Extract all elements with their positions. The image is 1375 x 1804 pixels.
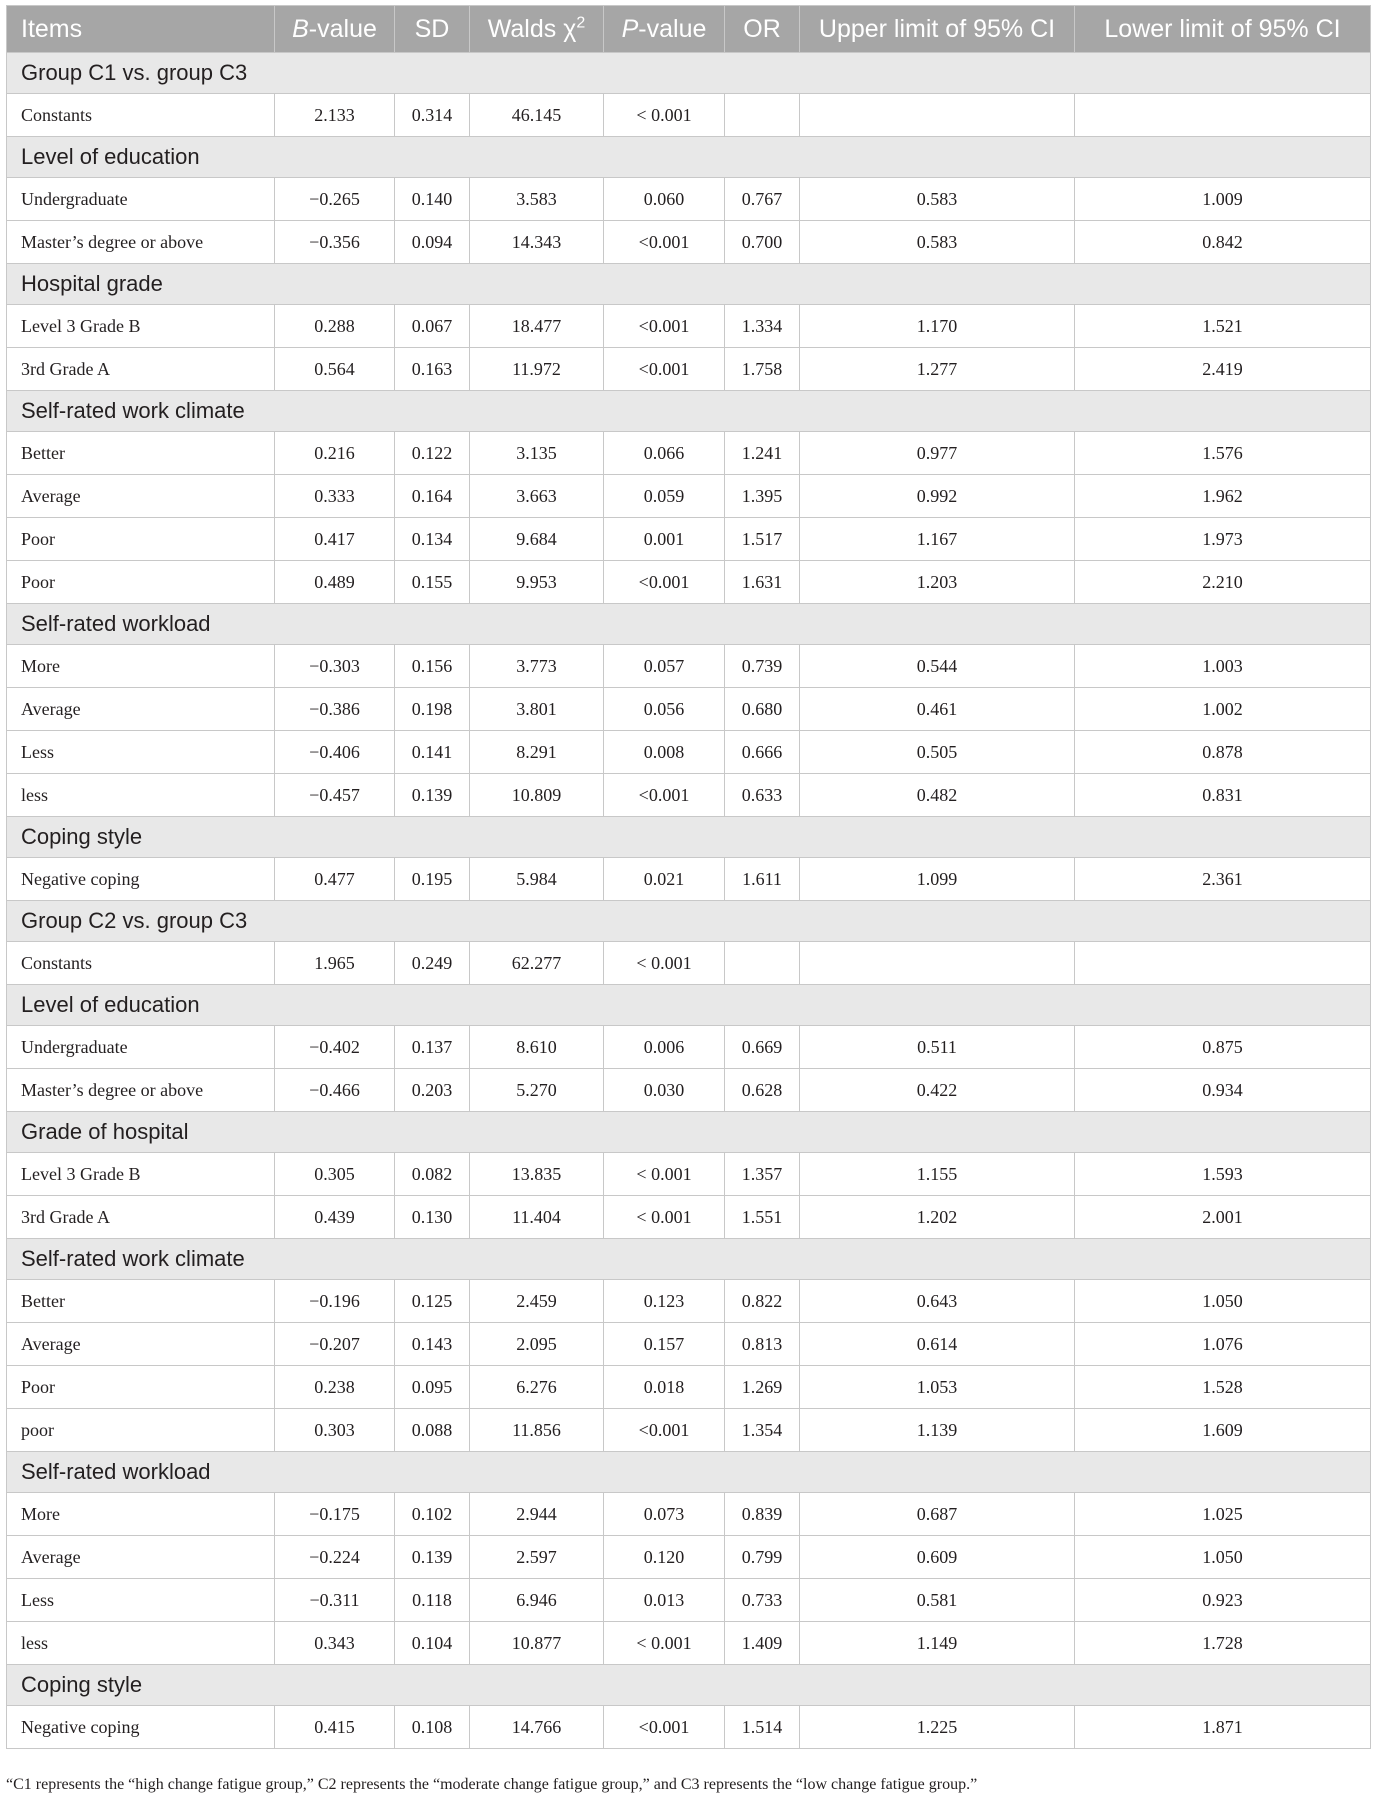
cell-sd: 0.102	[395, 1493, 470, 1536]
section-row	[7, 1452, 1371, 1493]
table-row	[7, 1069, 1371, 1112]
cell-lower-ci: 2.361	[1075, 858, 1371, 901]
cell-upper-ci: 0.544	[800, 645, 1075, 688]
table-row	[7, 1409, 1371, 1452]
cell-p-value: 0.030	[604, 1069, 725, 1112]
cell-b-value: 0.415	[275, 1706, 395, 1749]
cell-item: less	[7, 1622, 275, 1665]
cell-walds: 11.404	[470, 1196, 604, 1239]
section-label: Hospital grade	[7, 264, 1371, 305]
cell-b-value: −0.311	[275, 1579, 395, 1622]
cell-lower-ci: 1.728	[1075, 1622, 1371, 1665]
section-row	[7, 901, 1371, 942]
cell-lower-ci: 0.842	[1075, 221, 1371, 264]
cell-walds: 3.801	[470, 688, 604, 731]
cell-item: Better	[7, 1280, 275, 1323]
cell-walds: 46.145	[470, 94, 604, 137]
cell-b-value: 0.216	[275, 432, 395, 475]
cell-upper-ci: 1.277	[800, 348, 1075, 391]
section-row	[7, 137, 1371, 178]
section-label: Self-rated workload	[7, 604, 1371, 645]
cell-b-value: −0.175	[275, 1493, 395, 1536]
table-row	[7, 221, 1371, 264]
cell-p-value: <0.001	[604, 305, 725, 348]
cell-lower-ci: 0.831	[1075, 774, 1371, 817]
section-row	[7, 264, 1371, 305]
cell-sd: 0.082	[395, 1153, 470, 1196]
cell-upper-ci: 0.992	[800, 475, 1075, 518]
section-row	[7, 53, 1371, 94]
cell-item: More	[7, 1493, 275, 1536]
cell-b-value: −0.303	[275, 645, 395, 688]
cell-upper-ci: 0.511	[800, 1026, 1075, 1069]
cell-walds: 11.856	[470, 1409, 604, 1452]
regression-table	[6, 5, 1371, 1749]
cell-lower-ci: 2.001	[1075, 1196, 1371, 1239]
table-row	[7, 942, 1371, 985]
section-label: Self-rated work climate	[7, 1239, 1371, 1280]
table-row	[7, 305, 1371, 348]
cell-b-value: −0.356	[275, 221, 395, 264]
cell-walds: 11.972	[470, 348, 604, 391]
cell-item: Poor	[7, 561, 275, 604]
section-label: Self-rated work climate	[7, 391, 1371, 432]
cell-p-value: < 0.001	[604, 1196, 725, 1239]
cell-walds: 3.773	[470, 645, 604, 688]
cell-walds: 3.663	[470, 475, 604, 518]
section-label: Grade of hospital	[7, 1112, 1371, 1153]
cell-upper-ci: 0.614	[800, 1323, 1075, 1366]
table-row	[7, 1706, 1371, 1749]
cell-walds: 5.984	[470, 858, 604, 901]
cell-or	[725, 94, 800, 137]
cell-sd: 0.125	[395, 1280, 470, 1323]
cell-lower-ci: 0.875	[1075, 1026, 1371, 1069]
cell-p-value: 0.021	[604, 858, 725, 901]
cell-b-value: 0.288	[275, 305, 395, 348]
cell-sd: 0.249	[395, 942, 470, 985]
cell-upper-ci: 1.170	[800, 305, 1075, 348]
cell-walds: 14.766	[470, 1706, 604, 1749]
cell-p-value: 0.123	[604, 1280, 725, 1323]
cell-sd: 0.088	[395, 1409, 470, 1452]
section-label: Level of education	[7, 137, 1371, 178]
cell-upper-ci: 1.167	[800, 518, 1075, 561]
cell-b-value: −0.386	[275, 688, 395, 731]
cell-upper-ci: 0.461	[800, 688, 1075, 731]
cell-item: Poor	[7, 518, 275, 561]
cell-lower-ci: 1.962	[1075, 475, 1371, 518]
table-row	[7, 1323, 1371, 1366]
header-lower-ci: Lower limit of 95% CI	[1075, 6, 1371, 53]
cell-walds: 62.277	[470, 942, 604, 985]
cell-upper-ci: 0.583	[800, 178, 1075, 221]
cell-walds: 2.459	[470, 1280, 604, 1323]
cell-p-value: <0.001	[604, 221, 725, 264]
cell-item: 3rd Grade A	[7, 1196, 275, 1239]
cell-walds: 6.946	[470, 1579, 604, 1622]
cell-b-value: 1.965	[275, 942, 395, 985]
cell-b-value: −0.196	[275, 1280, 395, 1323]
cell-upper-ci: 1.053	[800, 1366, 1075, 1409]
cell-item: Level 3 Grade B	[7, 305, 275, 348]
header-sd: SD	[395, 6, 470, 53]
table-row	[7, 731, 1371, 774]
cell-item: Undergraduate	[7, 178, 275, 221]
cell-b-value: −0.265	[275, 178, 395, 221]
cell-p-value: <0.001	[604, 1409, 725, 1452]
cell-b-value: −0.402	[275, 1026, 395, 1069]
cell-walds: 14.343	[470, 221, 604, 264]
cell-upper-ci: 1.203	[800, 561, 1075, 604]
cell-or: 1.611	[725, 858, 800, 901]
cell-sd: 0.163	[395, 348, 470, 391]
cell-sd: 0.095	[395, 1366, 470, 1409]
table-row	[7, 348, 1371, 391]
cell-lower-ci: 2.419	[1075, 348, 1371, 391]
cell-b-value: 0.333	[275, 475, 395, 518]
table-row	[7, 858, 1371, 901]
header-b-value	[275, 6, 395, 53]
cell-walds: 3.135	[470, 432, 604, 475]
cell-p-value: <0.001	[604, 348, 725, 391]
cell-p-value: 0.120	[604, 1536, 725, 1579]
cell-or: 0.822	[725, 1280, 800, 1323]
cell-sd: 0.130	[395, 1196, 470, 1239]
cell-sd: 0.104	[395, 1622, 470, 1665]
cell-b-value: 0.343	[275, 1622, 395, 1665]
cell-lower-ci: 1.050	[1075, 1280, 1371, 1323]
header-walds-sup: 2	[576, 14, 586, 32]
cell-walds: 6.276	[470, 1366, 604, 1409]
cell-item: Negative coping	[7, 858, 275, 901]
section-row	[7, 1112, 1371, 1153]
header-or: OR	[725, 6, 800, 53]
cell-lower-ci	[1075, 94, 1371, 137]
cell-sd: 0.143	[395, 1323, 470, 1366]
table-row	[7, 1153, 1371, 1196]
section-label: Self-rated workload	[7, 1452, 1371, 1493]
cell-upper-ci: 1.202	[800, 1196, 1075, 1239]
cell-upper-ci: 0.581	[800, 1579, 1075, 1622]
section-label: Coping style	[7, 817, 1371, 858]
table-row	[7, 1280, 1371, 1323]
cell-lower-ci: 0.923	[1075, 1579, 1371, 1622]
cell-p-value: <0.001	[604, 774, 725, 817]
section-label: Group C1 vs. group C3	[7, 53, 1371, 94]
cell-walds: 8.291	[470, 731, 604, 774]
cell-sd: 0.137	[395, 1026, 470, 1069]
cell-upper-ci: 0.643	[800, 1280, 1075, 1323]
cell-or	[725, 942, 800, 985]
cell-or: 0.767	[725, 178, 800, 221]
table-row	[7, 178, 1371, 221]
cell-sd: 0.139	[395, 774, 470, 817]
table-row	[7, 1536, 1371, 1579]
cell-or: 1.357	[725, 1153, 800, 1196]
cell-p-value: 0.056	[604, 688, 725, 731]
cell-upper-ci: 0.505	[800, 731, 1075, 774]
cell-item: 3rd Grade A	[7, 348, 275, 391]
section-label: Group C2 vs. group C3	[7, 901, 1371, 942]
cell-lower-ci: 1.521	[1075, 305, 1371, 348]
section-row	[7, 604, 1371, 645]
header-p-italic: P	[621, 14, 639, 43]
cell-walds: 8.610	[470, 1026, 604, 1069]
cell-sd: 0.139	[395, 1536, 470, 1579]
cell-upper-ci: 0.609	[800, 1536, 1075, 1579]
cell-p-value: 0.006	[604, 1026, 725, 1069]
cell-sd: 0.156	[395, 645, 470, 688]
cell-sd: 0.164	[395, 475, 470, 518]
cell-walds: 2.944	[470, 1493, 604, 1536]
cell-p-value: <0.001	[604, 561, 725, 604]
section-row	[7, 391, 1371, 432]
cell-item: Master’s degree or above	[7, 221, 275, 264]
cell-walds: 10.877	[470, 1622, 604, 1665]
cell-or: 0.733	[725, 1579, 800, 1622]
table-row	[7, 1493, 1371, 1536]
cell-sd: 0.314	[395, 94, 470, 137]
cell-walds: 9.953	[470, 561, 604, 604]
cell-item: Master’s degree or above	[7, 1069, 275, 1112]
cell-item: Less	[7, 731, 275, 774]
header-row	[7, 6, 1371, 53]
section-label: Level of education	[7, 985, 1371, 1026]
cell-upper-ci: 1.099	[800, 858, 1075, 901]
cell-item: Negative coping	[7, 1706, 275, 1749]
table-footnote: “C1 represents the “high change fatigue group,” C2 represents the “moderate change fatigue group,” and C3 represents the “low change fatigue group.”	[6, 1776, 978, 1793]
cell-p-value: < 0.001	[604, 1153, 725, 1196]
cell-upper-ci: 0.482	[800, 774, 1075, 817]
cell-b-value: −0.466	[275, 1069, 395, 1112]
cell-b-value: −0.224	[275, 1536, 395, 1579]
cell-p-value: < 0.001	[604, 94, 725, 137]
cell-lower-ci: 1.050	[1075, 1536, 1371, 1579]
cell-p-value: 0.157	[604, 1323, 725, 1366]
cell-walds: 13.835	[470, 1153, 604, 1196]
cell-p-value: 0.018	[604, 1366, 725, 1409]
cell-or: 0.839	[725, 1493, 800, 1536]
cell-p-value: 0.060	[604, 178, 725, 221]
cell-sd: 0.094	[395, 221, 470, 264]
cell-or: 0.813	[725, 1323, 800, 1366]
cell-walds: 18.477	[470, 305, 604, 348]
cell-b-value: 0.303	[275, 1409, 395, 1452]
cell-item: less	[7, 774, 275, 817]
cell-sd: 0.141	[395, 731, 470, 774]
cell-lower-ci: 1.009	[1075, 178, 1371, 221]
table-row	[7, 1366, 1371, 1409]
header-b-italic: B	[292, 14, 309, 43]
cell-b-value: 0.439	[275, 1196, 395, 1239]
cell-lower-ci: 1.025	[1075, 1493, 1371, 1536]
cell-upper-ci: 1.139	[800, 1409, 1075, 1452]
header-walds-text: Walds χ	[487, 14, 577, 43]
cell-sd: 0.195	[395, 858, 470, 901]
cell-or: 0.739	[725, 645, 800, 688]
cell-b-value: 2.133	[275, 94, 395, 137]
header-p-rest: -value	[638, 14, 707, 43]
cell-upper-ci	[800, 942, 1075, 985]
cell-or: 1.409	[725, 1622, 800, 1665]
cell-walds: 3.583	[470, 178, 604, 221]
cell-item: Average	[7, 688, 275, 731]
cell-upper-ci: 0.422	[800, 1069, 1075, 1112]
cell-b-value: 0.564	[275, 348, 395, 391]
cell-item: Undergraduate	[7, 1026, 275, 1069]
cell-or: 1.395	[725, 475, 800, 518]
cell-or: 0.680	[725, 688, 800, 731]
cell-b-value: 0.238	[275, 1366, 395, 1409]
section-label: Coping style	[7, 1665, 1371, 1706]
cell-lower-ci: 2.210	[1075, 561, 1371, 604]
cell-b-value: 0.477	[275, 858, 395, 901]
cell-sd: 0.134	[395, 518, 470, 561]
cell-sd: 0.067	[395, 305, 470, 348]
cell-upper-ci: 0.583	[800, 221, 1075, 264]
cell-p-value: 0.066	[604, 432, 725, 475]
cell-or: 0.799	[725, 1536, 800, 1579]
cell-lower-ci: 1.076	[1075, 1323, 1371, 1366]
header-walds	[470, 6, 604, 53]
cell-lower-ci: 1.576	[1075, 432, 1371, 475]
cell-b-value: 0.417	[275, 518, 395, 561]
table-row	[7, 561, 1371, 604]
cell-walds: 10.809	[470, 774, 604, 817]
table-row	[7, 1026, 1371, 1069]
header-p-value	[604, 6, 725, 53]
cell-sd: 0.108	[395, 1706, 470, 1749]
cell-upper-ci: 1.149	[800, 1622, 1075, 1665]
table-header	[7, 6, 1371, 53]
header-items: Items	[7, 6, 275, 53]
section-row	[7, 985, 1371, 1026]
cell-walds: 2.095	[470, 1323, 604, 1366]
cell-or: 0.628	[725, 1069, 800, 1112]
cell-b-value: 0.305	[275, 1153, 395, 1196]
cell-or: 1.551	[725, 1196, 800, 1239]
cell-lower-ci: 1.003	[1075, 645, 1371, 688]
cell-item: Constants	[7, 942, 275, 985]
cell-lower-ci: 1.528	[1075, 1366, 1371, 1409]
cell-upper-ci: 1.225	[800, 1706, 1075, 1749]
cell-item: Average	[7, 475, 275, 518]
cell-or: 0.633	[725, 774, 800, 817]
section-row	[7, 1239, 1371, 1280]
table-row	[7, 688, 1371, 731]
table-row	[7, 1196, 1371, 1239]
cell-item: Level 3 Grade B	[7, 1153, 275, 1196]
cell-or: 1.631	[725, 561, 800, 604]
cell-or: 1.514	[725, 1706, 800, 1749]
header-b-rest: -value	[308, 14, 377, 43]
header-upper-ci: Upper limit of 95% CI	[800, 6, 1075, 53]
table-body	[7, 53, 1371, 1749]
cell-upper-ci: 0.977	[800, 432, 1075, 475]
cell-lower-ci: 0.878	[1075, 731, 1371, 774]
cell-or: 1.269	[725, 1366, 800, 1409]
table-row	[7, 432, 1371, 475]
cell-or: 0.700	[725, 221, 800, 264]
cell-or: 1.517	[725, 518, 800, 561]
cell-sd: 0.140	[395, 178, 470, 221]
cell-p-value: <0.001	[604, 1706, 725, 1749]
cell-item: More	[7, 645, 275, 688]
cell-sd: 0.155	[395, 561, 470, 604]
cell-b-value: −0.207	[275, 1323, 395, 1366]
cell-p-value: 0.001	[604, 518, 725, 561]
cell-sd: 0.122	[395, 432, 470, 475]
cell-sd: 0.198	[395, 688, 470, 731]
cell-p-value: 0.073	[604, 1493, 725, 1536]
cell-upper-ci: 1.155	[800, 1153, 1075, 1196]
cell-item: Poor	[7, 1366, 275, 1409]
cell-p-value: 0.059	[604, 475, 725, 518]
cell-or: 1.354	[725, 1409, 800, 1452]
cell-item: Average	[7, 1323, 275, 1366]
cell-p-value: < 0.001	[604, 942, 725, 985]
cell-item: Average	[7, 1536, 275, 1579]
cell-or: 1.334	[725, 305, 800, 348]
cell-or: 0.666	[725, 731, 800, 774]
section-row	[7, 817, 1371, 858]
cell-lower-ci: 0.934	[1075, 1069, 1371, 1112]
section-row	[7, 1665, 1371, 1706]
table-row	[7, 645, 1371, 688]
cell-or: 0.669	[725, 1026, 800, 1069]
cell-lower-ci	[1075, 942, 1371, 985]
cell-b-value: −0.457	[275, 774, 395, 817]
cell-item: Constants	[7, 94, 275, 137]
cell-p-value: < 0.001	[604, 1622, 725, 1665]
cell-b-value: −0.406	[275, 731, 395, 774]
cell-lower-ci: 1.973	[1075, 518, 1371, 561]
cell-item: Less	[7, 1579, 275, 1622]
cell-p-value: 0.013	[604, 1579, 725, 1622]
cell-item: Better	[7, 432, 275, 475]
cell-walds: 5.270	[470, 1069, 604, 1112]
cell-b-value: 0.489	[275, 561, 395, 604]
cell-upper-ci	[800, 94, 1075, 137]
table-row	[7, 774, 1371, 817]
cell-p-value: 0.008	[604, 731, 725, 774]
cell-upper-ci: 0.687	[800, 1493, 1075, 1536]
cell-walds: 2.597	[470, 1536, 604, 1579]
cell-walds: 9.684	[470, 518, 604, 561]
table-row	[7, 1579, 1371, 1622]
table-row	[7, 94, 1371, 137]
cell-lower-ci: 1.609	[1075, 1409, 1371, 1452]
cell-lower-ci: 1.871	[1075, 1706, 1371, 1749]
cell-sd: 0.203	[395, 1069, 470, 1112]
cell-lower-ci: 1.002	[1075, 688, 1371, 731]
cell-lower-ci: 1.593	[1075, 1153, 1371, 1196]
cell-p-value: 0.057	[604, 645, 725, 688]
table-row	[7, 518, 1371, 561]
table-row	[7, 475, 1371, 518]
cell-or: 1.241	[725, 432, 800, 475]
cell-sd: 0.118	[395, 1579, 470, 1622]
cell-item: poor	[7, 1409, 275, 1452]
cell-or: 1.758	[725, 348, 800, 391]
table-row	[7, 1622, 1371, 1665]
